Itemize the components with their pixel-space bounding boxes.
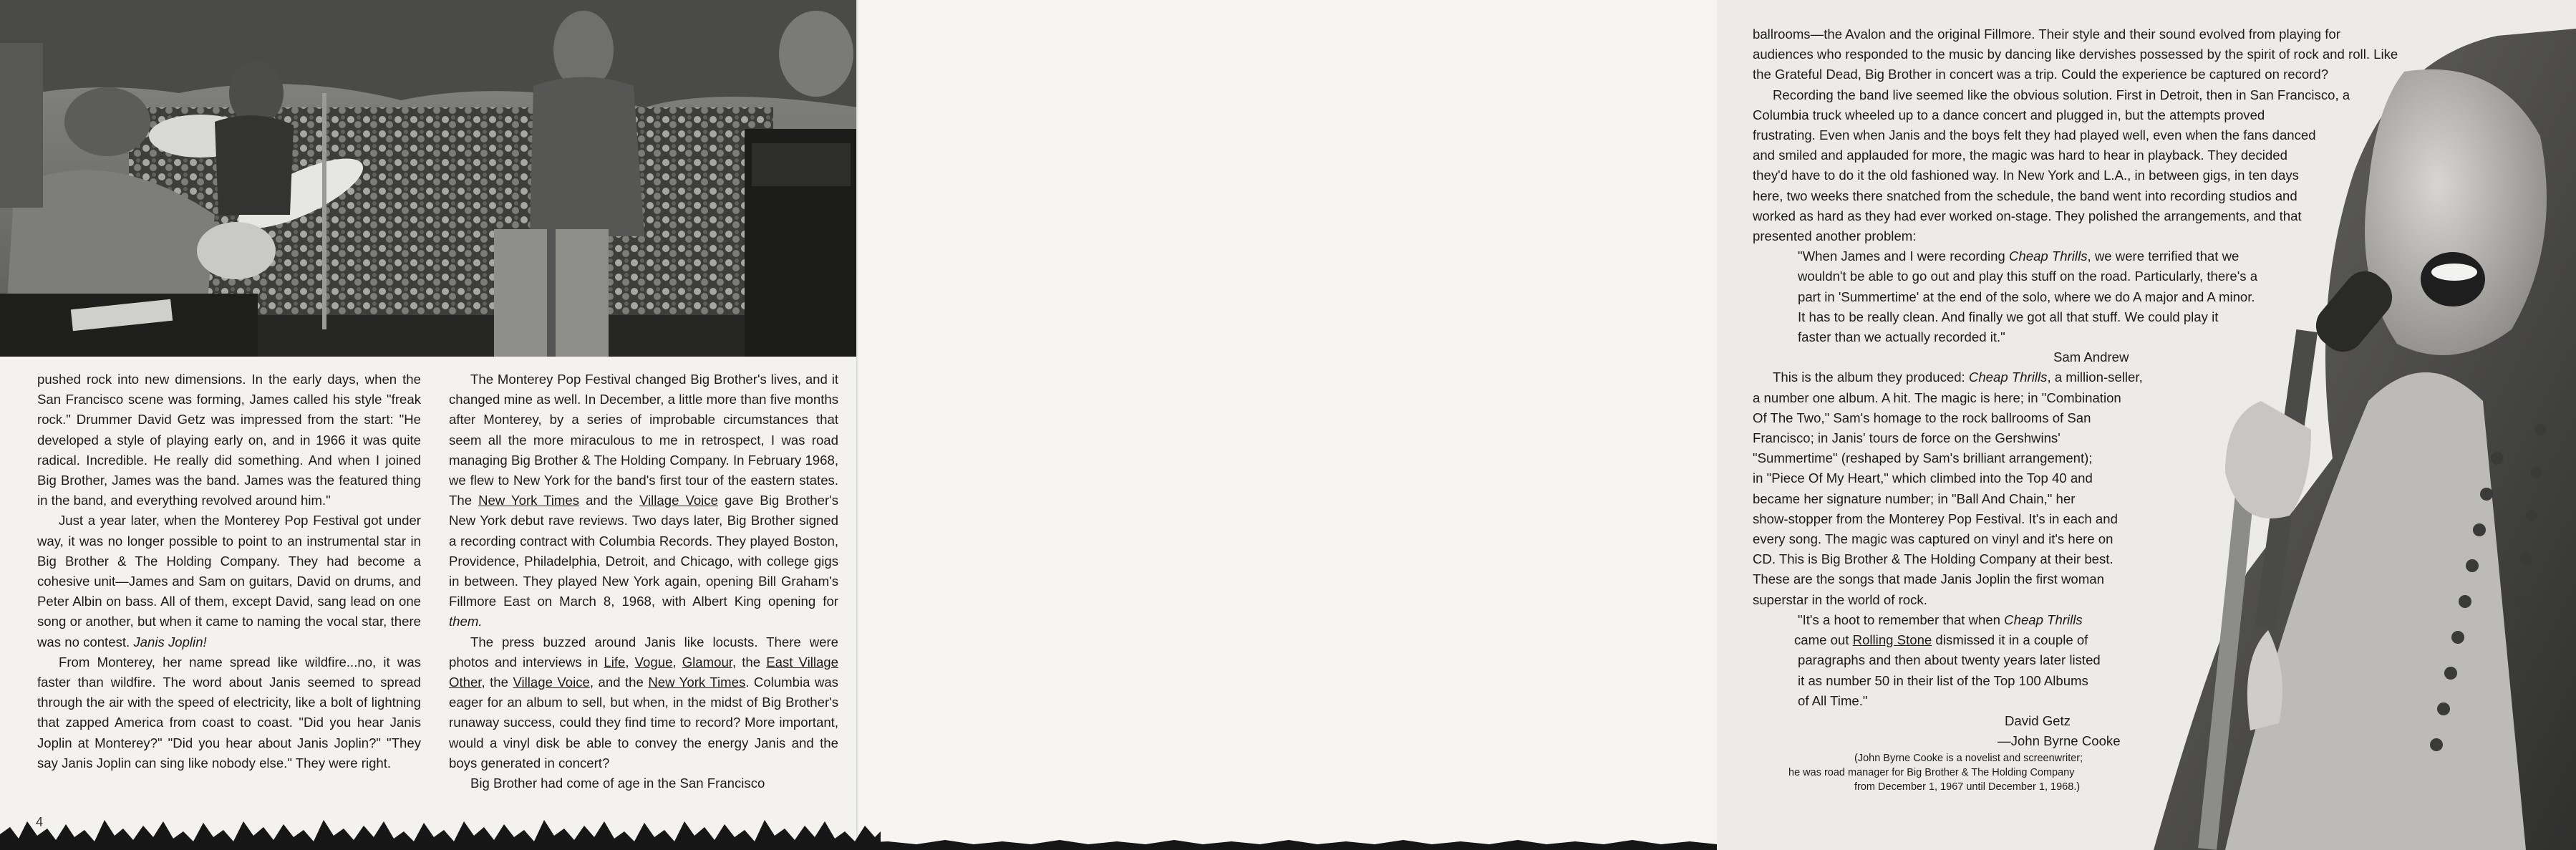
text-line — [1798, 266, 2411, 286]
text-run: faster than we actually recorded it." — [1798, 329, 2005, 345]
text-run: show-stopper from the Monterey Pop Festival. It's in each and — [1753, 511, 2118, 526]
decorative-bottom-border-right — [859, 800, 1717, 850]
text-line — [1753, 489, 2411, 509]
text-line — [1753, 165, 2411, 185]
text-run: . Columbia was eager for an album to sell, but when, in the midst of Big Brother's runaway success, could they find time to record? More important, would a vinyl disk be able to convey the energy Janis and the boys generated in concert? — [449, 675, 838, 771]
text-line — [1798, 307, 2411, 327]
text-line — [1753, 367, 2411, 387]
text-run: superstar in the world of rock. — [1753, 591, 1927, 607]
text-line — [1753, 145, 2411, 165]
text-run: of All Time." — [1798, 692, 1868, 708]
text-run: , a million-seller, — [2047, 370, 2143, 385]
text-line — [1798, 287, 2411, 307]
text-line — [1753, 590, 2411, 610]
text-line — [1753, 428, 2411, 448]
text-run: , and the — [589, 675, 649, 690]
text-line — [1753, 448, 2411, 468]
underlined-title: New York Times — [478, 493, 580, 508]
underlined-title: Rolling Stone — [1852, 632, 1932, 648]
text-run: he was road manager for Big Brother & The Holding Company — [1788, 767, 2075, 779]
text-run: wouldn't be able to go out and play this stuff on the road. Particularly, there's a — [1798, 269, 2258, 284]
page-number: 4 — [36, 815, 44, 829]
text-line — [1798, 327, 2411, 347]
text-line — [1753, 44, 2411, 64]
text-run: gave Big Brother's New York debut rave reviews. Two days later, Big Brother signed a recording contract with Columbia Records. They played Boston, Providence, Philadelphia, Detroit, and Chicago, with college gigs in between. They played New York again, opening Bill Graham's Fillmore East on March 8, 1968, with Albert King opening for — [449, 493, 838, 609]
underlined-title: Vogue — [634, 654, 673, 670]
text-run: This is the album they produced: — [1773, 370, 1969, 385]
text-line — [1798, 610, 2411, 630]
text-run: came out — [1794, 632, 1853, 648]
underlined-title: East Village Other — [449, 654, 838, 690]
paragraph — [449, 632, 838, 773]
text-run: a number one album. A hit. The magic is here; in "Combination — [1753, 390, 2121, 405]
underlined-title: New York Times — [648, 675, 746, 690]
paragraph — [449, 773, 838, 793]
text-run: , the — [481, 675, 513, 690]
text-column-1 — [37, 370, 421, 773]
text-run: From Monterey, her name spread like wildfire...no, it was faster than wildfire. The word about Janis seemed to spread through the air with the speed of electricity, like a bolt of lightning that zapped America from coast to coast. "Did you hear Janis Joplin at Monterey?" "Did you hear about Janis Joplin?" "They say Janis Joplin can sing like nobody else." They were right. — [37, 654, 421, 771]
text-run: Just a year later, when the Monterey Pop Festival got under way, it was no longer possible to point to an instrumental star in Big Brother & The Holding Company. They had become a cohesive unit—James and Sam on guitars, David on drums, and Peter Albin on bass. All of them, except David, sang lead on one song or another, but when it came to naming the vocal star, there was no contest. — [37, 513, 421, 649]
text-line — [1753, 125, 2411, 145]
text-run: It has to be really clean. And finally we got all that stuff. We could play it — [1798, 309, 2219, 324]
text-line — [1753, 64, 2411, 84]
text-run: Big Brother had come of age in the San Francisco — [470, 776, 765, 791]
text-run: CD. This is Big Brother & The Holding Company at their best. — [1753, 551, 2113, 567]
text-run: , we were terrified that we — [2087, 248, 2240, 264]
text-line — [1753, 509, 2411, 529]
text-run: and smiled and applauded for more, the magic was hard to hear in playback. They decided — [1753, 148, 2287, 163]
text-run: These are the songs that made Janis Joplin the first woman — [1753, 571, 2104, 587]
text-line — [1753, 24, 2411, 44]
text-run: (John Byrne Cooke is a novelist and screenwriter; — [1854, 753, 2083, 765]
text-run: every song. The magic was captured on vinyl and it's here on — [1753, 531, 2113, 547]
text-run: , — [672, 654, 682, 670]
text-line — [1753, 468, 2411, 488]
underlined-title: Life — [604, 654, 626, 670]
text-run: part in 'Summertime' at the end of the solo, where we do A major and A minor. — [1798, 289, 2255, 304]
text-run: in "Piece Of My Heart," which climbed into the Top 40 and — [1753, 470, 2093, 486]
text-run: Columbia truck wheeled up to a dance concert and plugged in, but the attempts proved — [1753, 107, 2265, 122]
text-run: Of The Two," Sam's homage to the rock ballrooms of San — [1753, 410, 2091, 425]
text-line — [1753, 186, 2411, 206]
author-caption-line — [1753, 766, 2411, 780]
text-line — [1753, 206, 2411, 226]
paragraph — [37, 370, 421, 511]
text-run: from December 1, 1967 until December 1, 1968.) — [1854, 781, 2081, 793]
text-run: audiences who responded to the music by dancing like dervishes possessed by the spirit of rock and roll. Like — [1753, 47, 2398, 62]
attribution-line — [1753, 347, 2411, 367]
text-line — [1753, 388, 2411, 408]
text-run: they'd have to do it the old fashioned way. In New York and L.A., in between gigs, in ten days — [1753, 168, 2299, 183]
italic-text: Cheap Thrills — [2008, 248, 2088, 264]
attribution-line — [1753, 731, 2411, 751]
text-run: the Grateful Dead, Big Brother in concert was a trip. Could the experience be captured on record? — [1753, 67, 2329, 82]
text-run: , the — [732, 654, 767, 670]
text-column-2 — [449, 370, 838, 793]
attribution-line — [1753, 711, 2411, 731]
text-run: here, two weeks there snatched from the schedule, the band went into recording studios and — [1753, 188, 2297, 203]
paragraph — [37, 652, 421, 773]
underlined-title: Glamour — [682, 654, 732, 670]
text-line — [1798, 246, 2411, 266]
text-line — [1798, 691, 2411, 711]
italic-text: Janis Joplin! — [133, 634, 207, 649]
text-run: became her signature number; in "Ball And Chain," her — [1753, 491, 2076, 506]
text-line — [1753, 549, 2411, 569]
text-run: The press buzzed around Janis like locusts. There were photos and interviews in — [449, 634, 838, 670]
text-run: and the — [579, 493, 639, 508]
text-run: Recording the band live seemed like the obvious solution. First in Detroit, then in San Francisco, a — [1773, 87, 2350, 102]
text-line — [1753, 85, 2411, 105]
text-run: David Getz — [2005, 713, 2071, 728]
text-line — [1794, 630, 2411, 650]
page-number: 5 — [2541, 808, 2549, 822]
text-run: Sam Andrew — [2053, 349, 2129, 365]
text-run: "Summertime" (reshaped by Sam's brilliant arrangement); — [1753, 450, 2093, 466]
text-run: "It's a hoot to remember that when — [1798, 612, 2005, 627]
text-line — [1753, 529, 2411, 549]
left-page — [0, 0, 859, 850]
text-line — [1753, 226, 2411, 246]
text-line — [1798, 671, 2411, 691]
right-page-text — [1753, 24, 2411, 794]
right-page — [859, 0, 2549, 850]
underlined-title: Village Voice — [513, 675, 590, 690]
text-run: pushed rock into new dimensions. In the early days, when the San Francisco scene was forming, James called his style "freak rock." Drummer David Getz was impressed from the start: "He developed a style of playing early on, and in 1966 it was quite radical. Incredible. He really did something. And when I joined Big Brother, James was the band. James was the featured thing in the band, and everything revolved around him." — [37, 372, 421, 508]
text-run: dismissed it in a couple of — [1932, 632, 2088, 648]
text-run: "When James and I were recording — [1798, 248, 2009, 264]
text-run: worked as hard as they had ever worked on-stage. They polished the arrangements, and that — [1753, 208, 2302, 223]
text-run: presented another problem: — [1753, 228, 1917, 244]
text-run: —John Byrne Cooke — [1998, 733, 2121, 749]
text-run: frustrating. Even when Janis and the boys felt they had played well, even when the fans danced — [1753, 127, 2316, 143]
italic-text: them. — [449, 614, 483, 629]
text-run: Francisco; in Janis' tours de force on the Gershwins' — [1753, 430, 2061, 446]
text-run: ballrooms—the Avalon and the original Fillmore. Their style and their sound evolved from playing for — [1753, 26, 2340, 42]
author-caption-line — [1753, 780, 2411, 794]
concert-stage-photo — [0, 0, 858, 357]
text-line — [1798, 650, 2411, 670]
underlined-title: Village Voice — [639, 493, 718, 508]
paragraph — [449, 370, 838, 632]
text-run: paragraphs and then about twenty years later listed — [1798, 652, 2101, 668]
text-line — [1753, 105, 2411, 125]
text-run: it as number 50 in their list of the Top 100 Albums — [1798, 672, 2088, 688]
paragraph — [37, 511, 421, 652]
text-line — [1753, 569, 2411, 589]
text-line — [1753, 408, 2411, 428]
italic-text: Cheap Thrills — [2004, 612, 2083, 627]
italic-text: Cheap Thrills — [1968, 370, 2048, 385]
text-run: The Monterey Pop Festival changed Big Brother's lives, and it changed mine as well. In December, a little more than five months after Monterey, by a series of improbable circumstances that seem all the more miraculous to me in retrospect, I was road managing Big Brother & The Holding Company. In February 1968, we flew to New York for the band's first tour of the eastern states. The — [449, 372, 838, 508]
decorative-bottom-border — [0, 800, 881, 850]
text-run: , — [625, 654, 635, 670]
author-caption-line — [1753, 751, 2411, 766]
